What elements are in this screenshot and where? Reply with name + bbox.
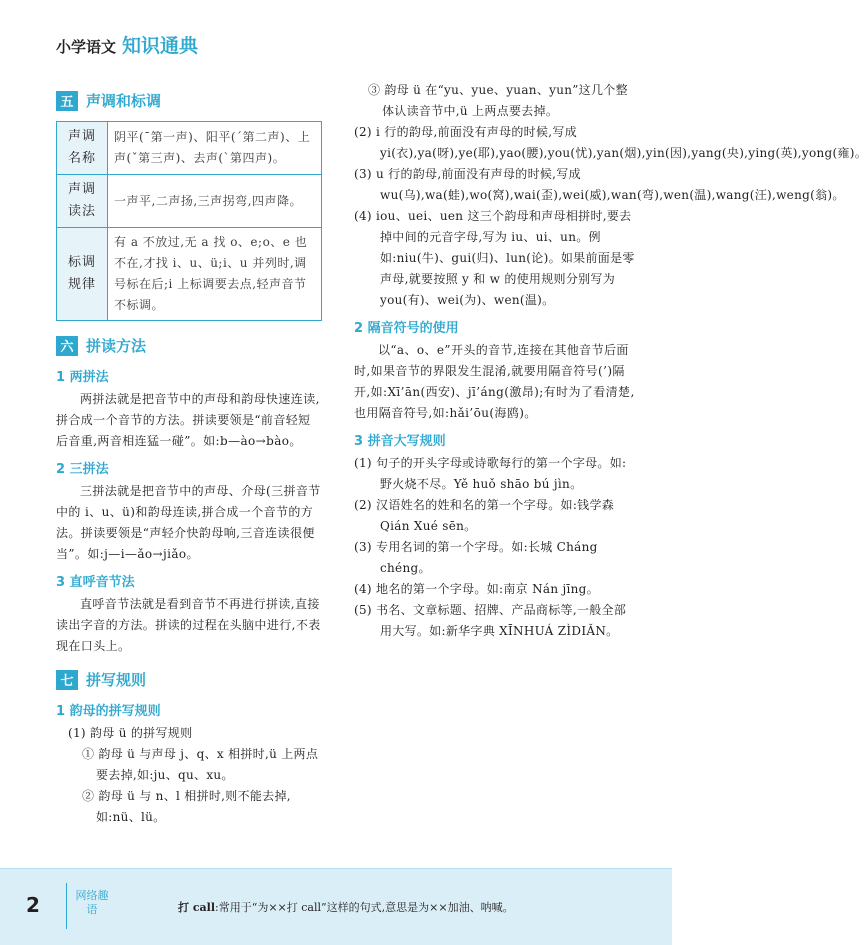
- table-row: [57, 175, 322, 228]
- paragraph: 两拼法就是把音节中的声母和韵母快速连读,拼合成一个音节的方法。拼读要领是“前音轻短后音重,两音相连猛一碰”。如:b—ào→bào。: [56, 392, 320, 448]
- row-value: 阴平(ˉ第一声)、阳平(ˊ第二声)、上声(ˇ第三声)、去声(ˋ第四声)。: [108, 122, 322, 175]
- subsection-title: 2 隔音符号的使用: [354, 321, 459, 336]
- list-item: ③ 韵母 ü 在“yu、yue、yuan、yun”这几个整体认读音节中,ü 上两点要去掉。: [368, 83, 628, 118]
- list-item: (4) iou、uei、uen 这三个韵母和声母相拼时,要去掉中间的元音字母,写为 iu、ui、un。例如:niu(牛)、gui(归)、lun(论)。如果前面是零声母,就要按照 y 和 w 的使用规则分别写为 you(有)、wei(为)、wen(温)。: [354, 209, 635, 307]
- paragraph: 直呼音节法就是看到音节不再进行拼读,直接读出字音的方法。拼读的过程在头脑中进行,不表现在口头上。: [56, 597, 321, 653]
- section-title: 拼写规则: [86, 671, 147, 689]
- table-row: [57, 122, 322, 175]
- section-5-heading: [56, 90, 322, 111]
- row-key: 声调读法: [57, 175, 108, 228]
- list-item: ② 韵母 ü 与 n、l 相拼时,则不能去掉,如:nü、lü。: [82, 789, 291, 824]
- page-number: 2: [26, 893, 40, 917]
- list-item: (2) 汉语姓名的姓和名的第一个字母。如:钱学森 Qián Xué sēn。: [354, 498, 615, 533]
- page-footer: [0, 868, 672, 945]
- tone-table: [56, 121, 322, 321]
- series-title: 知识通典: [122, 35, 199, 57]
- footer-note: [178, 899, 514, 915]
- section-number: 七: [56, 670, 78, 690]
- section-title: 声调和标调: [86, 92, 162, 110]
- paragraph: 以“a、o、e”开头的音节,连接在其他音节后面时,如果音节的界限发生混淆,就要用隔音符号(’)隔开,如:Xī’ān(西安)、jī’áng(激昂);有时为了看清楚,也用隔音符号,如:hǎi’ōu(海鸥)。: [354, 343, 635, 420]
- list-item: (1) 句子的开头字母或诗歌每行的第一个字母。如:野火烧不尽。Yě huǒ shāo bú jìn。: [354, 456, 627, 491]
- list-item: (5) 书名、文章标题、招牌、产品商标等,一般全部用大写。如:新华字典 XĪNHUÁ ZÌDIǍN。: [354, 603, 627, 638]
- section-7-heading: [56, 669, 322, 690]
- list-item: (3) 专用名词的第一个字母。如:长城 Cháng chéng。: [354, 540, 598, 575]
- row-value: 有 a 不放过,无 a 找 o、e;o、e 也不在,才找 i、u、ü;i、u 并列时,调号标在后;i 上标调要去点,轻声音节不标调。: [108, 228, 322, 321]
- divider: [66, 883, 67, 929]
- row-value: 一声平,二声扬,三声拐弯,四声降。: [108, 175, 322, 228]
- footer-term: 打 call: [178, 901, 216, 914]
- subsection-title: 1 韵母的拼写规则: [56, 704, 161, 719]
- list-item: (1) 韵母 ü 的拼写规则: [68, 726, 193, 740]
- subsection-title: 3 直呼音节法: [56, 575, 135, 590]
- right-column: [354, 80, 867, 642]
- table-row: [57, 228, 322, 321]
- book-title: 小学语文: [56, 38, 117, 56]
- list-item: (4) 地名的第一个字母。如:南京 Nán jīng。: [354, 582, 599, 596]
- subsection-title: 3 拼音大写规则: [354, 434, 446, 449]
- row-key: 声调名称: [57, 122, 108, 175]
- list-item: (2) i 行的韵母,前面没有声母的时候,写成 yi(衣),ya(呀),ye(耶),yao(腰),you(忧),yan(烟),yin(因),yang(央),ying(英),yong(雍)。: [354, 125, 867, 160]
- list-item: (3) u 行的韵母,前面没有声母的时候,写成 wu(乌),wa(蛙),wo(窝),wai(歪),wei(威),wan(弯),wen(温),wang(汪),weng(翁)。: [354, 167, 845, 202]
- section-title: 拼读方法: [86, 337, 147, 355]
- list-item: ① 韵母 ü 与声母 j、q、x 相拼时,ü 上两点要去掉,如:ju、qu、xu。: [82, 747, 319, 782]
- left-column: [56, 90, 322, 828]
- section-number: 五: [56, 91, 78, 111]
- subsection-title: 2 三拼法: [56, 462, 109, 477]
- paragraph: 三拼法就是把音节中的声母、介母(三拼音节中的 i、u、ü)和韵母连读,拼合成一个音节的方法。拼读要领是“声轻介快韵母响,三音连读很便当”。如:j—i—ǎo→jiǎo。: [56, 484, 321, 561]
- page-header: [56, 31, 198, 58]
- row-key: 标调规律: [57, 228, 108, 321]
- footer-definition: :常用于“为××打 call”这样的句式,意思是为××加油、呐喊。: [215, 901, 514, 914]
- footer-label: 网络趣语: [75, 889, 109, 916]
- section-number: 六: [56, 336, 78, 356]
- subsection-title: 1 两拼法: [56, 370, 109, 385]
- section-6-heading: [56, 335, 322, 356]
